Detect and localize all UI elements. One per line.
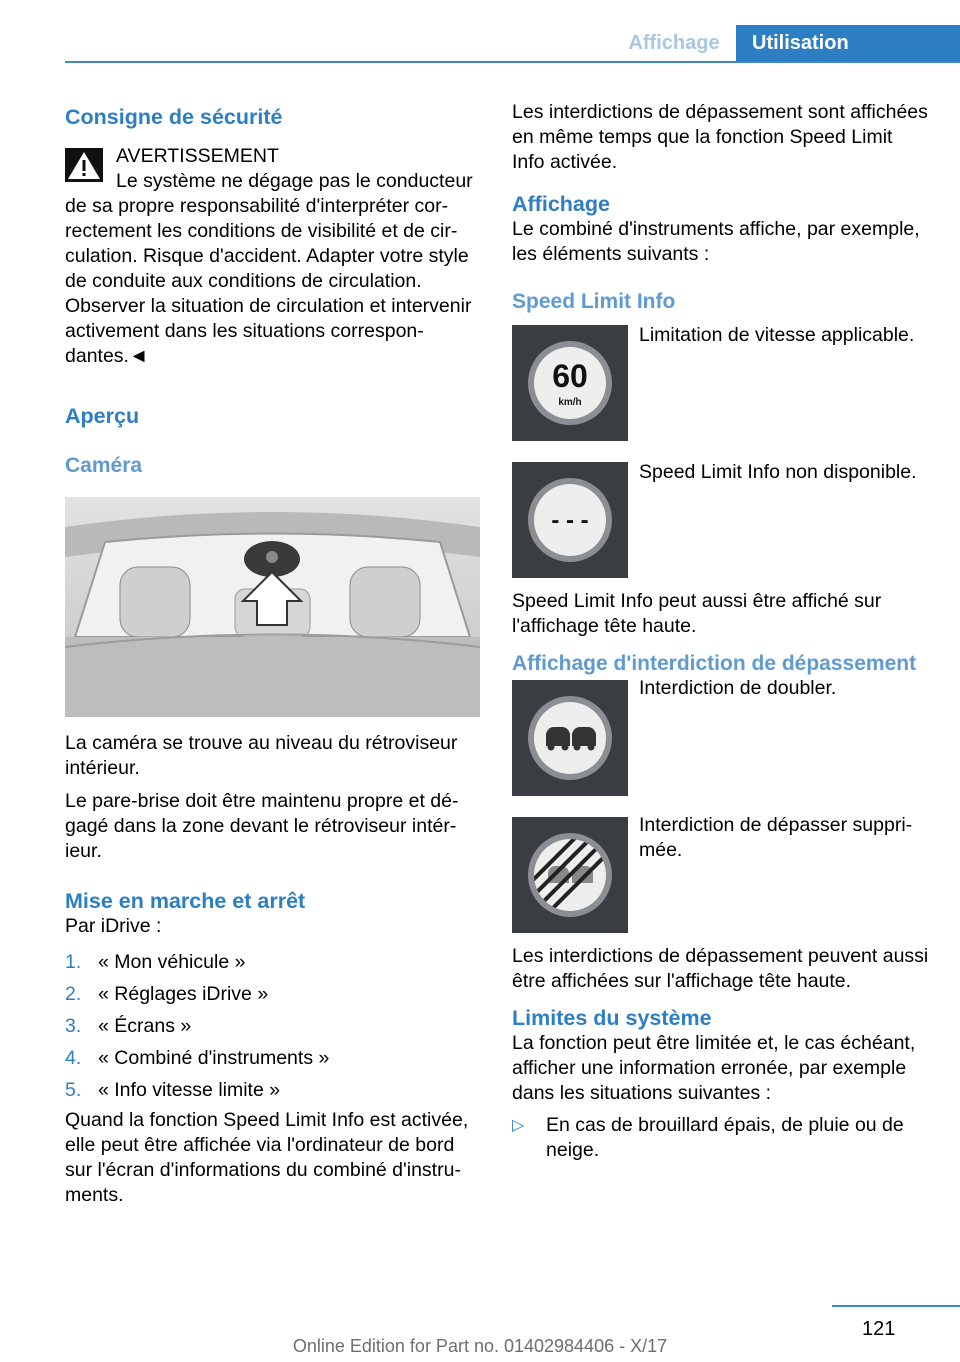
sign-row-nopass bbox=[512, 677, 930, 796]
sign-row-speed bbox=[512, 325, 930, 441]
header-rule bbox=[65, 61, 960, 63]
speed-limit-heading: Speed Limit Info bbox=[512, 290, 676, 313]
list-item bbox=[65, 1074, 483, 1106]
sign4-caption: Interdiction de dépasser supprimée. bbox=[639, 814, 913, 861]
step-text: « Réglages iDrive » bbox=[98, 982, 269, 1005]
camera-location-photo bbox=[65, 497, 480, 717]
no-overtaking-sign-icon bbox=[512, 680, 628, 796]
nopass-intro: Les interdictions de dépassement sont affichées en même temps que la fonction Speed Limit Info activée. bbox=[512, 101, 928, 173]
overview-heading: Aperçu bbox=[65, 404, 140, 428]
speed-info-unavailable-icon bbox=[512, 462, 628, 578]
page-number: 121 bbox=[862, 1318, 896, 1340]
display-intro: Le combiné d'instruments affiche, par exemple, les éléments suivants : bbox=[512, 218, 920, 265]
list-item bbox=[65, 1042, 483, 1074]
camera-location-text: La caméra se trouve au niveau du rétroviseur intérieur. bbox=[65, 732, 458, 779]
camera-heading: Caméra bbox=[65, 454, 143, 477]
list-item bbox=[65, 946, 483, 978]
warning-triangle-icon bbox=[65, 148, 103, 182]
chapter-tab[interactable]: Utilisation bbox=[736, 25, 960, 61]
step-number: 3. bbox=[65, 1014, 82, 1037]
sign-row-unavailable bbox=[512, 462, 930, 578]
bullet-triangle-icon: ▷ bbox=[512, 1117, 525, 1134]
sign-row-nopass-end bbox=[512, 814, 930, 933]
sign3-caption: Interdiction de doubler. bbox=[639, 677, 837, 699]
warning-block bbox=[65, 144, 483, 194]
safety-heading: Consigne de sécurité bbox=[65, 105, 283, 129]
step-number: 1. bbox=[65, 950, 82, 973]
steps-list bbox=[65, 946, 483, 1106]
sign1-caption: Limitation de vitesse applicable. bbox=[639, 324, 915, 346]
list-item bbox=[65, 1010, 483, 1042]
camera-clean-text: Le pare-brise doit être maintenu propre et dégagé dans la zone devant le rétroviseur intérieur. bbox=[65, 790, 459, 862]
step-number: 2. bbox=[65, 982, 82, 1005]
limits-intro: La fonction peut être limitée et, le cas échéant, afficher une information erronée, par exemple dans les situations suivantes : bbox=[512, 1032, 916, 1104]
limits-heading: Limites du système bbox=[512, 1006, 712, 1030]
list-item bbox=[65, 978, 483, 1010]
footer-rule bbox=[832, 1305, 960, 1307]
right-column bbox=[512, 100, 930, 1163]
unavailable-dashes: - - - bbox=[551, 507, 589, 534]
display-heading: Affichage bbox=[512, 192, 610, 216]
warning-text: de sa propre responsabilité d'interpréter correctement les conditions de visibilité et de circulation. Risque d'accident. Adapter votre style de conduite aux conditions de circulation. Observer la situation de circulation et intervenir activement dans les situations correspondantes.◄ bbox=[65, 195, 472, 367]
bullet-text: En cas de brouillard épais, de pluie ou de neige. bbox=[546, 1114, 904, 1161]
step-number: 5. bbox=[65, 1078, 82, 1101]
speed-limit-unit: km/h bbox=[558, 397, 582, 408]
section-tab[interactable]: Affichage bbox=[628, 31, 720, 54]
warning-text-first: Le système ne dégage pas le conducteur bbox=[116, 170, 473, 192]
onoff-intro: Par iDrive : bbox=[65, 915, 162, 937]
step-text: « Écrans » bbox=[98, 1014, 192, 1037]
nopass-hud-note: Les interdictions de dépassement peuvent aussi être affichées sur l'affichage tête haute. bbox=[512, 945, 929, 992]
onoff-after-text: Quand la fonction Speed Limit Info est activée, elle peut être affichée via l'ordinateur de bord sur l'écran d'informations du combiné d'instruments. bbox=[65, 1109, 469, 1206]
hud-note: Speed Limit Info peut aussi être affiché sur l'affichage tête haute. bbox=[512, 590, 882, 637]
nopass-heading: Affichage d'interdiction de dépassement bbox=[512, 652, 917, 675]
step-number: 4. bbox=[65, 1046, 82, 1069]
warning-label: AVERTISSEMENT bbox=[116, 145, 279, 167]
footer-edition: Online Edition for Part no. 01402984406 - X/17 bbox=[292, 1336, 668, 1356]
end-no-overtaking-sign-icon bbox=[512, 817, 628, 933]
speed-limit-sign-icon bbox=[512, 325, 628, 441]
speed-limit-number: 60 bbox=[552, 358, 588, 394]
onoff-heading: Mise en marche et arrêt bbox=[65, 889, 306, 913]
step-text: « Combiné d'instruments » bbox=[98, 1046, 330, 1069]
step-text: « Info vitesse limite » bbox=[98, 1078, 281, 1101]
step-text: « Mon véhicule » bbox=[98, 950, 246, 973]
left-column bbox=[65, 100, 483, 1208]
list-item bbox=[512, 1113, 930, 1163]
sign2-caption: Speed Limit Info non disponible. bbox=[639, 461, 917, 483]
